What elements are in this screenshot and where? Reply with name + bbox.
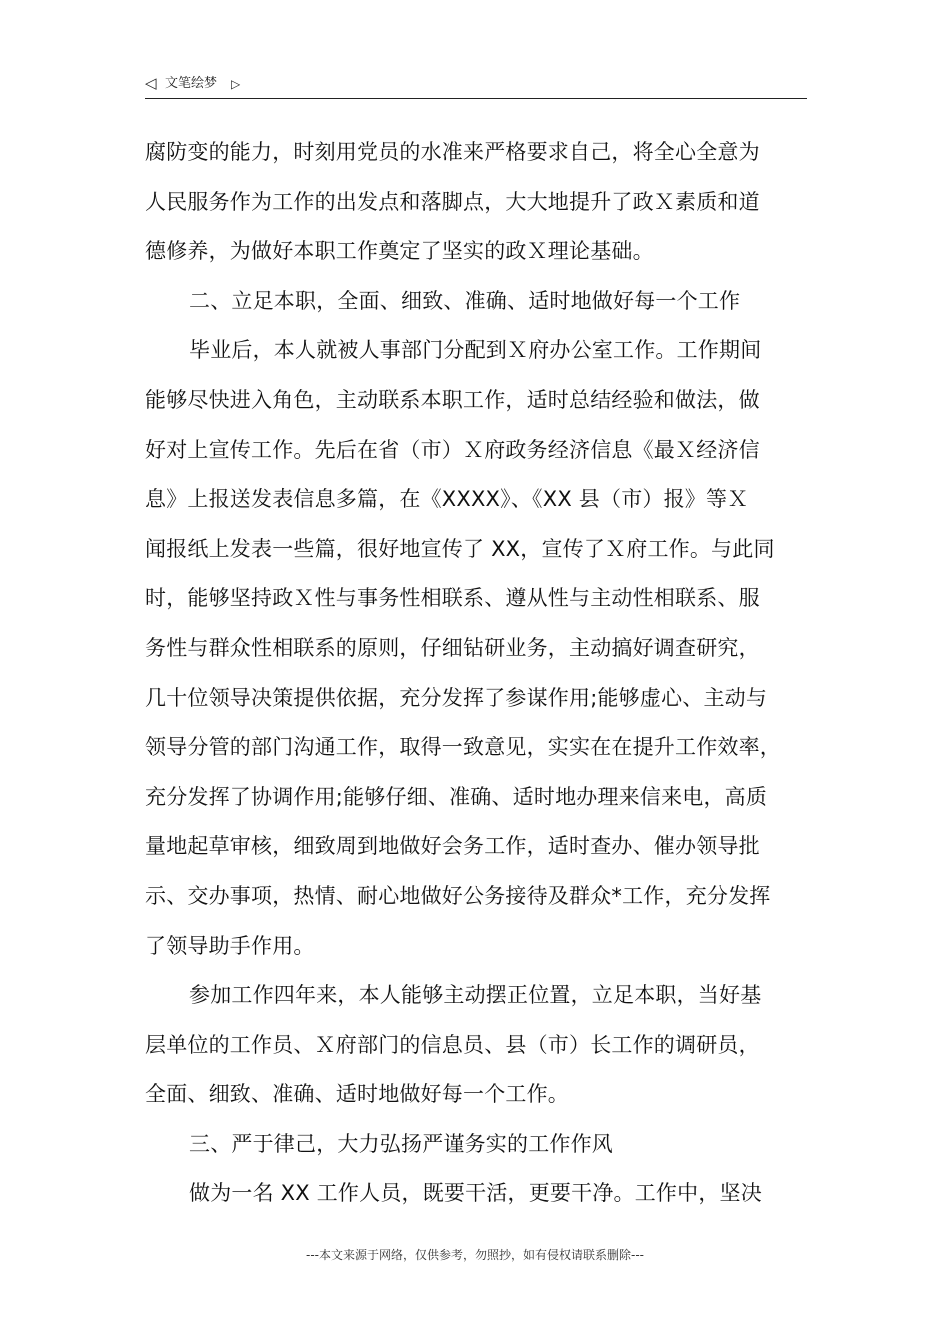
text-line: 了领导助手作用。 bbox=[145, 933, 315, 958]
text-line: 量地起草审核，细致周到地做好会务工作，适时查办、催办领导批 bbox=[145, 834, 760, 859]
left-triangle-icon: ◁ bbox=[145, 74, 157, 92]
page-footer: ---本文来源于网络，仅供参考，勿照抄，如有侵权请联系删除--- bbox=[306, 1248, 644, 1262]
text-line: 示、交办事项，热情、耐心地做好公务接待及群众*工作，充分发挥 bbox=[145, 883, 771, 908]
text-line: 二、立足本职，全面、细致、准确、适时地做好每一个工作 bbox=[189, 288, 741, 313]
text-line: 闻报纸上发表一些篇，很好地宣传了 XX，宣传了Ｘ府工作。与此同 bbox=[145, 536, 775, 561]
page-header bbox=[145, 72, 807, 99]
text-line: 做为一名 XX 工作人员，既要干活，更要干净。工作中，坚决 bbox=[189, 1181, 762, 1206]
text-line: 务性与群众性相联系的原则，仔细钻研业务，主动搞好调查研究， bbox=[145, 635, 760, 660]
text-line: 全面、细致、准确、适时地做好每一个工作。 bbox=[145, 1082, 569, 1107]
text-line: 三、严于律己，大力弘扬严谨务实的工作作风 bbox=[189, 1131, 613, 1156]
text-line: 能够尽快进入角色，主动联系本职工作，适时总结经验和做法，做 bbox=[145, 387, 760, 412]
text-line: 人民服务作为工作的出发点和落脚点，大大地提升了政Ｘ素质和道 bbox=[145, 189, 760, 214]
text-line: 几十位领导决策提供依据，充分发挥了参谋作用;能够虚心、主动与 bbox=[145, 685, 768, 710]
text-line: 时，能够坚持政Ｘ性与事务性相联系、遵从性与主动性相联系、服 bbox=[145, 586, 760, 611]
text-line: 息》上报送发表信息多篇，在《XXXX》、《XX 县（市）报》等Ｘ bbox=[145, 487, 749, 512]
text-line: 好对上宣传工作。先后在省（市）Ｘ府政务经济信息《最Ｘ经济信 bbox=[145, 437, 760, 462]
header-title: 文笔绘梦 bbox=[165, 76, 218, 91]
text-line: 参加工作四年来，本人能够主动摆正位置，立足本职，当好基 bbox=[189, 983, 762, 1008]
text-line: 德修养，为做好本职工作奠定了坚实的政Ｘ理论基础。 bbox=[145, 239, 654, 264]
text-line: 毕业后，本人就被人事部门分配到Ｘ府办公室工作。工作期间 bbox=[189, 338, 762, 363]
right-triangle-icon: ▷ bbox=[231, 77, 241, 91]
text-line: 领导分管的部门沟通工作，取得一致意见，实实在在提升工作效率， bbox=[145, 735, 781, 760]
document-body bbox=[145, 128, 809, 1219]
text-line: 充分发挥了协调作用;能够仔细、准确、适时地办理来信来电，高质 bbox=[145, 784, 768, 809]
text-line: 层单位的工作员、Ｘ府部门的信息员、县（市）长工作的调研员， bbox=[145, 1032, 760, 1057]
text-line: 腐防变的能力，时刻用党员的水准来严格要求自己，将全心全意为 bbox=[145, 140, 760, 164]
